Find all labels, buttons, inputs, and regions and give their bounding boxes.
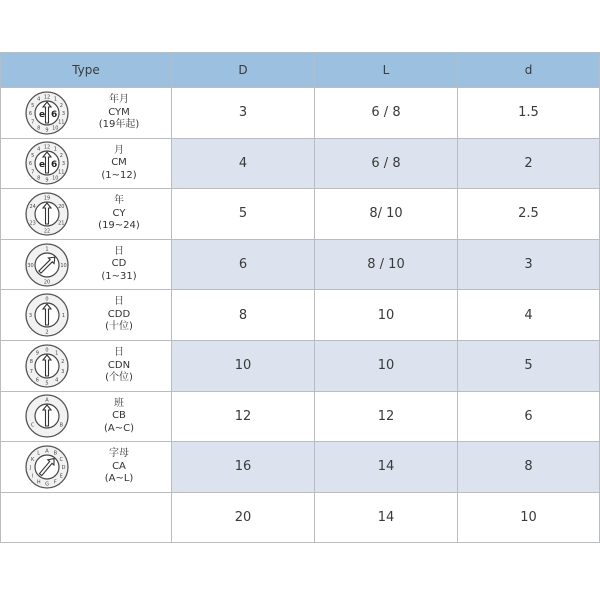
type-cell [1, 138, 172, 189]
cell-l: 14 [315, 492, 458, 543]
cell-d-upper: 16 [172, 442, 315, 493]
cell-l: 6 / 8 [315, 138, 458, 189]
svg-text:6: 6 [51, 109, 58, 120]
svg-text:9: 9 [45, 127, 49, 134]
svg-text:7: 7 [31, 169, 35, 176]
svg-text:1: 1 [53, 147, 57, 154]
svg-text:12: 12 [43, 144, 51, 151]
svg-text:7: 7 [29, 368, 33, 375]
svg-text:24: 24 [29, 203, 36, 210]
svg-text:G: G [45, 481, 49, 488]
cell-d-upper: 5 [172, 189, 315, 240]
table-row [1, 340, 600, 391]
svg-text:10: 10 [52, 125, 59, 132]
cell-d-lower: 2 [458, 138, 600, 189]
date-code-spec-table [0, 52, 600, 543]
year-month-dial-icon [21, 90, 73, 136]
type-range: (19年起) [98, 119, 140, 131]
svg-text:3: 3 [61, 368, 65, 375]
svg-text:3: 3 [61, 110, 66, 117]
header-l: L [315, 53, 458, 88]
type-cell [1, 189, 172, 240]
svg-text:6: 6 [28, 161, 33, 168]
type-label [73, 296, 171, 334]
type-name: 年 [114, 195, 124, 207]
svg-text:D: D [61, 464, 66, 471]
svg-text:6: 6 [28, 110, 33, 117]
type-code: CDN [107, 359, 131, 371]
svg-text:C: C [59, 456, 64, 463]
svg-text:J: J [29, 464, 32, 471]
svg-text:F: F [53, 479, 57, 486]
type-range: (A~C) [103, 422, 134, 434]
svg-text:K: K [31, 456, 35, 463]
svg-text:10: 10 [60, 262, 67, 269]
type-cell [1, 88, 172, 139]
type-range: (1~31) [101, 270, 137, 282]
type-code: CD [111, 258, 127, 270]
year-dial-icon [21, 191, 73, 237]
cell-d-lower: 5 [458, 340, 600, 391]
cell-d-upper: 8 [172, 290, 315, 341]
svg-text:2: 2 [59, 153, 63, 160]
svg-text:0: 0 [45, 296, 49, 303]
table-row [1, 189, 600, 240]
svg-text:A: A [45, 448, 49, 455]
type-range: (十位) [105, 321, 133, 333]
cell-l: 12 [315, 391, 458, 442]
cell-d-upper: 20 [172, 492, 315, 543]
cell-d-lower: 8 [458, 442, 600, 493]
svg-text:3: 3 [28, 313, 33, 320]
svg-text:20: 20 [58, 203, 65, 210]
cell-d-lower: 2.5 [458, 189, 600, 240]
svg-text:B: B [59, 422, 64, 429]
svg-text:2: 2 [45, 329, 49, 336]
svg-text:e: e [39, 109, 46, 120]
svg-text:C: C [30, 422, 35, 429]
svg-text:12: 12 [43, 94, 51, 101]
header-d-lower: d [458, 53, 600, 88]
type-range: (个位) [105, 372, 133, 384]
type-cell [1, 492, 172, 543]
svg-text:B: B [53, 450, 58, 457]
svg-text:8: 8 [37, 175, 41, 182]
day-units-dial-icon [21, 343, 73, 389]
cell-d-lower: 10 [458, 492, 600, 543]
svg-text:E: E [59, 473, 63, 480]
type-code: CM [111, 157, 127, 169]
header-d-upper: D [172, 53, 315, 88]
table-row [1, 239, 600, 290]
type-code: CDD [107, 308, 131, 320]
type-name: 月 [114, 144, 124, 156]
svg-text:10: 10 [52, 175, 59, 182]
svg-text:30: 30 [27, 262, 34, 269]
svg-text:23: 23 [29, 220, 36, 227]
type-code: CY [112, 207, 126, 219]
table-row [1, 492, 600, 543]
svg-text:L: L [37, 450, 41, 457]
cell-l: 8 / 10 [315, 239, 458, 290]
svg-text:7: 7 [31, 119, 35, 126]
svg-text:0: 0 [45, 347, 49, 354]
svg-text:5: 5 [31, 102, 35, 109]
table-row [1, 290, 600, 341]
svg-text:6: 6 [35, 377, 39, 384]
table-row [1, 442, 600, 493]
svg-text:20: 20 [43, 279, 51, 286]
svg-text:2: 2 [59, 102, 63, 109]
svg-text:6: 6 [51, 160, 58, 171]
type-label [73, 94, 171, 132]
cell-l: 10 [315, 290, 458, 341]
svg-text:5: 5 [31, 153, 35, 160]
type-range: (1~12) [101, 169, 137, 181]
day-tens-dial-icon [21, 292, 73, 338]
cell-d-lower: 1.5 [458, 88, 600, 139]
type-name: 日 [114, 245, 124, 257]
cell-l: 14 [315, 442, 458, 493]
svg-text:2: 2 [61, 358, 65, 365]
svg-text:19: 19 [43, 195, 51, 202]
type-label [73, 195, 171, 233]
cell-d-lower: 3 [458, 239, 600, 290]
table-row [1, 138, 600, 189]
svg-text:4: 4 [37, 147, 41, 154]
svg-text:11: 11 [58, 119, 65, 126]
svg-text:8: 8 [37, 125, 41, 132]
cell-d-upper: 4 [172, 138, 315, 189]
cell-d-upper: 6 [172, 239, 315, 290]
svg-text:9: 9 [35, 350, 39, 357]
cell-d-lower: 6 [458, 391, 600, 442]
type-label [73, 448, 171, 486]
svg-text:H: H [36, 479, 41, 486]
svg-text:4: 4 [37, 96, 41, 103]
table-row [1, 391, 600, 442]
svg-text:I: I [31, 473, 34, 480]
type-label [73, 347, 171, 385]
table-row [1, 88, 600, 139]
type-range: (A~L) [104, 473, 134, 485]
type-name: 日 [114, 347, 124, 359]
type-range: (19~24) [98, 220, 140, 232]
svg-text:1: 1 [45, 246, 49, 253]
month-dial-icon [21, 140, 73, 186]
svg-text:3: 3 [61, 161, 66, 168]
header-row [1, 53, 600, 88]
svg-text:A: A [45, 397, 49, 404]
svg-text:21: 21 [58, 220, 65, 227]
svg-text:8: 8 [29, 358, 33, 365]
cell-l: 10 [315, 340, 458, 391]
cell-l: 6 / 8 [315, 88, 458, 139]
svg-text:1: 1 [53, 96, 57, 103]
table-body [1, 88, 600, 543]
type-name: 日 [114, 296, 124, 308]
type-name: 字母 [109, 448, 129, 460]
svg-text:9: 9 [45, 177, 49, 184]
type-cell [1, 290, 172, 341]
type-code: CA [112, 460, 126, 472]
shift-dial-icon [21, 393, 73, 439]
svg-text:11: 11 [58, 169, 65, 176]
svg-text:e: e [39, 160, 46, 171]
cell-d-upper: 10 [172, 340, 315, 391]
day-dial-icon [21, 242, 73, 288]
cell-d-upper: 12 [172, 391, 315, 442]
type-label [73, 398, 171, 436]
type-code: CYM [108, 106, 130, 118]
header-type: Type [1, 53, 172, 88]
type-cell [1, 391, 172, 442]
cell-d-upper: 3 [172, 88, 315, 139]
type-name: 年月 [109, 94, 129, 106]
type-label [73, 145, 171, 183]
svg-text:1: 1 [61, 313, 66, 320]
svg-text:4: 4 [55, 377, 59, 384]
letter-dial-icon [21, 444, 73, 490]
type-name: 班 [114, 397, 124, 409]
type-cell [1, 442, 172, 493]
svg-text:5: 5 [45, 380, 49, 387]
svg-text:1: 1 [55, 350, 59, 357]
cell-d-lower: 4 [458, 290, 600, 341]
type-label [73, 246, 171, 284]
cell-l: 8/ 10 [315, 189, 458, 240]
type-code: CB [112, 410, 126, 422]
type-cell [1, 239, 172, 290]
type-cell [1, 340, 172, 391]
svg-text:22: 22 [43, 228, 51, 235]
